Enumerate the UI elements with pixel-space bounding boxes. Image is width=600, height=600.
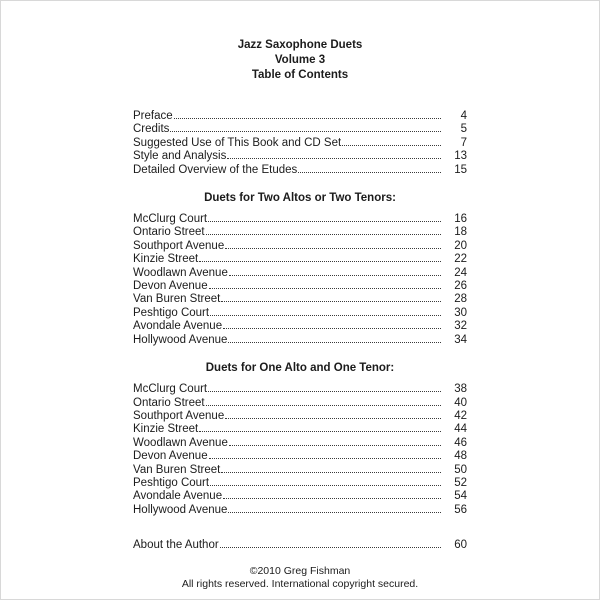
section-heading: Duets for One Alto and One Tenor: bbox=[205, 362, 395, 375]
toc-entry-page-number: 38 bbox=[454, 383, 467, 396]
toc-entry-page-number: 54 bbox=[454, 490, 467, 503]
toc-entry bbox=[133, 240, 467, 253]
toc-entry bbox=[133, 110, 467, 123]
dot-leader bbox=[229, 275, 441, 276]
toc-entry-page-number: 16 bbox=[454, 213, 467, 226]
toc-entry-label: Devon Avenue bbox=[133, 450, 208, 463]
toc-entry-label: About the Author bbox=[133, 539, 219, 552]
toc-entry bbox=[133, 423, 467, 436]
toc-entry-label: Peshtigo Court bbox=[133, 306, 210, 319]
toc-entry bbox=[133, 383, 467, 396]
toc-entry bbox=[133, 397, 467, 410]
toc-entry-label: Preface bbox=[133, 110, 173, 122]
toc-entry bbox=[133, 437, 467, 450]
toc-entry-page-number: 5 bbox=[460, 123, 467, 136]
toc-entry-label: Hollywood Avenue bbox=[133, 503, 228, 516]
toc-entry bbox=[133, 320, 467, 333]
toc-entry-label: Hollywood Avenue bbox=[133, 333, 228, 346]
toc-entry-label: Avondale Avenue bbox=[133, 320, 223, 333]
toc-entry-label: Woodlawn Avenue bbox=[133, 436, 228, 449]
toc-entry-page-number: 4 bbox=[460, 110, 467, 122]
section-duets-alto-tenor bbox=[133, 362, 467, 517]
toc-entry-page-number: 22 bbox=[454, 253, 467, 266]
toc-entry-page-number: 13 bbox=[454, 150, 467, 163]
toc-entry bbox=[133, 123, 467, 136]
toc-entry-page-number: 46 bbox=[454, 436, 467, 449]
rights-line: All rights reserved. International copyright secured. bbox=[181, 578, 419, 590]
toc-entry-page-number: 42 bbox=[454, 409, 467, 422]
toc-entry bbox=[133, 226, 467, 239]
dot-leader bbox=[221, 301, 441, 302]
copyright-line: ©2010 Greg Fishman bbox=[249, 565, 351, 577]
dot-leader bbox=[170, 131, 441, 132]
section-duets-two-altos bbox=[133, 192, 467, 347]
toc-entry-page-number: 56 bbox=[454, 503, 467, 516]
toc-entry bbox=[133, 150, 467, 163]
dot-leader bbox=[223, 328, 441, 329]
toc-entry-page-number: 50 bbox=[454, 463, 467, 476]
dot-leader bbox=[221, 472, 441, 473]
toc-entry bbox=[133, 293, 467, 306]
toc-entry bbox=[133, 137, 467, 150]
toc-entry-label: Ontario Street bbox=[133, 396, 205, 409]
toc-entry-about-author bbox=[133, 539, 467, 552]
toc-entry-page-number: 24 bbox=[454, 266, 467, 279]
toc-entry-label: Van Buren Street bbox=[133, 463, 221, 476]
toc-entry-label: Suggested Use of This Book and CD Set bbox=[133, 136, 342, 149]
toc-entry bbox=[133, 450, 467, 463]
dot-leader bbox=[229, 445, 441, 446]
toc-entry-page-number: 26 bbox=[454, 280, 467, 293]
dot-leader bbox=[209, 288, 441, 289]
toc-entry bbox=[133, 464, 467, 477]
toc-entry-label: Devon Avenue bbox=[133, 280, 208, 293]
dot-leader bbox=[220, 547, 441, 548]
toc-entry-label: Avondale Avenue bbox=[133, 490, 223, 503]
dot-leader bbox=[174, 118, 441, 119]
dot-leader bbox=[206, 405, 441, 406]
dot-leader bbox=[209, 458, 441, 459]
dot-leader bbox=[225, 248, 441, 249]
section-heading: Duets for Two Altos or Two Tenors: bbox=[204, 192, 396, 205]
toc-entry bbox=[133, 164, 467, 177]
toc-entry-page-number: 52 bbox=[454, 476, 467, 489]
toc-entry-page-number: 20 bbox=[454, 239, 467, 252]
toc-entry bbox=[133, 410, 467, 423]
toc-entry-page-number: 48 bbox=[454, 450, 467, 463]
toc-entry bbox=[133, 477, 467, 490]
dot-leader bbox=[210, 485, 441, 486]
dot-leader bbox=[199, 261, 441, 262]
dot-leader bbox=[228, 512, 441, 513]
toc-entry bbox=[133, 307, 467, 320]
dot-leader bbox=[208, 391, 441, 392]
toc-entry-label: Detailed Overview of the Etudes bbox=[133, 163, 298, 176]
toc-entry-page-number: 7 bbox=[460, 136, 467, 149]
toc-entry-label: Kinzie Street bbox=[133, 423, 199, 436]
toc-entry-page-number: 28 bbox=[454, 293, 467, 306]
copyright-footer bbox=[1, 565, 599, 591]
toc-entry-label: Style and Analysis bbox=[133, 150, 227, 163]
toc-entry-label: Credits bbox=[133, 123, 170, 136]
toc-entry bbox=[133, 253, 467, 266]
toc-entry-label: Woodlawn Avenue bbox=[133, 266, 228, 279]
toc-entry-page-number: 44 bbox=[454, 423, 467, 436]
toc-entry-page-number: 60 bbox=[454, 539, 467, 552]
toc-entry-label: Kinzie Street bbox=[133, 253, 199, 266]
section-entry-list bbox=[133, 383, 467, 517]
toc-entry bbox=[133, 504, 467, 517]
toc-heading: Table of Contents bbox=[251, 69, 349, 81]
volume-title: Volume 3 bbox=[274, 54, 326, 66]
toc-content bbox=[133, 110, 467, 553]
toc-entry bbox=[133, 490, 467, 503]
dot-leader bbox=[228, 342, 441, 343]
toc-entry-label: Peshtigo Court bbox=[133, 476, 210, 489]
dot-leader bbox=[206, 234, 441, 235]
toc-entry bbox=[133, 213, 467, 226]
toc-entry-page-number: 18 bbox=[454, 226, 467, 239]
toc-entry-label: Van Buren Street bbox=[133, 293, 221, 306]
toc-entry-label: Southport Avenue bbox=[133, 239, 225, 252]
toc-entry-page-number: 15 bbox=[454, 163, 467, 176]
book-title: Jazz Saxophone Duets bbox=[237, 39, 363, 51]
dot-leader bbox=[225, 418, 441, 419]
dot-leader bbox=[223, 498, 441, 499]
toc-entry-label: Ontario Street bbox=[133, 226, 205, 239]
dot-leader bbox=[208, 221, 441, 222]
toc-entry-label: McClurg Court bbox=[133, 213, 208, 226]
dot-leader bbox=[227, 158, 441, 159]
dot-leader bbox=[298, 172, 441, 173]
toc-entry-page-number: 32 bbox=[454, 320, 467, 333]
toc-entry-label: McClurg Court bbox=[133, 383, 208, 396]
toc-entry bbox=[133, 267, 467, 280]
page-title-block bbox=[1, 38, 599, 83]
toc-entry-page-number: 34 bbox=[454, 333, 467, 346]
dot-leader bbox=[199, 431, 441, 432]
toc-entry-page-number: 30 bbox=[454, 306, 467, 319]
section-entry-list bbox=[133, 213, 467, 347]
toc-entry-page-number: 40 bbox=[454, 396, 467, 409]
toc-entry bbox=[133, 280, 467, 293]
dot-leader bbox=[210, 315, 441, 316]
front-matter-list bbox=[133, 110, 467, 177]
dot-leader bbox=[342, 145, 441, 146]
toc-entry bbox=[133, 334, 467, 347]
toc-entry-label: Southport Avenue bbox=[133, 409, 225, 422]
